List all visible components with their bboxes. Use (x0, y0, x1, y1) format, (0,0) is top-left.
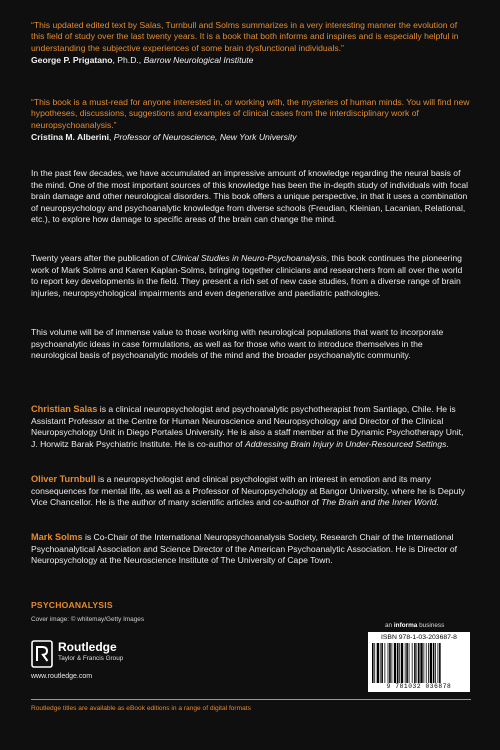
publisher-name: Routledge (58, 640, 117, 654)
barcode-bar (412, 643, 413, 683)
barcode-bar (423, 643, 424, 683)
isbn-barcode (368, 632, 470, 692)
quote-credentials: , Ph.D., (112, 55, 144, 66)
informa-business-label (385, 622, 444, 629)
bio-book-title: The Brain and the Inner World (321, 497, 437, 508)
author-bio (31, 404, 471, 450)
bio-text: is Co-Chair of the International Neuropsychoanalysis Society, Research Chair of the International Psychoanalytical Association and Science Director of the American Psychoanalytic Association. He is Director of Neuropsychology at the Neuroscience Institute of The University of Cape Town. (31, 532, 458, 566)
barcode-bar (399, 643, 400, 683)
barcode-bar (401, 643, 403, 683)
informa-brand: informa (393, 622, 418, 629)
bio-book-title: Addressing Brain Injury in Under-Resourced Settings (244, 438, 447, 449)
barcode-bar (374, 643, 375, 683)
description-paragraph (31, 253, 471, 299)
bio-name: Oliver Turnbull (31, 474, 96, 484)
bio-text: . (446, 438, 449, 449)
description-paragraph: This volume will be of immense value to those working with neurological populations that want to incorporate psychoanalytic ideas in case formulations, as well as for those who want to introduce themselves in the neurological basis of psychoanalytic models of the mind and the broader psychoanalytic community. (31, 327, 444, 361)
barcode-bar (416, 643, 417, 683)
bio-text: is a clinical neuropsychologist and psychoanalytic psychotherapist from Santiago, Chile. He is Assistant Professor at the Centre for Human Neuroscience and Neuropsychology and Director of the Clinical Neuropsychology Unit in Diego Portales University. He is also a staff member at the Dynamic Psychotherapy Unit, J. Horwitz Barak Psychiatric Institute. He is co-author of (31, 404, 464, 449)
quote-author: Cristina M. Alberini (31, 132, 109, 143)
description-text: Twenty years after the publication of (31, 253, 171, 263)
bio-name: Christian Salas (31, 404, 98, 414)
publisher-group: Taylor & Francis Group (58, 655, 124, 662)
barcode-bar (428, 643, 429, 683)
quote-text: “This book is a must-read for anyone interested in, or working with, the mysteries of human minds. You will find new hypotheses, discussions, suggestions and examples of clinical cases from the interdisciplinary work of neuropsychoanalysis.” (31, 97, 470, 130)
barcode-bar (418, 643, 420, 683)
routledge-logo-icon (31, 640, 53, 668)
barcode-bar (438, 643, 439, 683)
bio-text: . (436, 497, 439, 508)
barcode-bar (430, 643, 432, 683)
barcode-bar (420, 643, 422, 683)
quote-attribution (31, 132, 471, 143)
subject-category: PSYCHOANALYSIS (31, 600, 113, 610)
author-bio (31, 532, 471, 567)
barcode-bar (426, 643, 427, 683)
barcode-bar (397, 643, 399, 683)
publisher-url[interactable]: www.routledge.com (31, 673, 93, 680)
divider (31, 699, 471, 700)
quote-affiliation: Professor of Neuroscience, New York University (113, 132, 297, 143)
informa-prefix: an (385, 622, 394, 629)
barcode-bar (380, 643, 381, 683)
barcode-bar (406, 643, 408, 683)
quote-author: George P. Prigatano (31, 55, 113, 66)
bio-name: Mark Solms (31, 532, 83, 542)
barcode-bar (405, 643, 406, 683)
barcode-bar (439, 643, 441, 683)
endorsement-quote (31, 97, 471, 144)
barcode-bar (381, 643, 383, 683)
barcode-digits: 9 781032 036878 (386, 683, 452, 690)
endorsement-quote (31, 20, 471, 67)
quote-attribution (31, 55, 471, 66)
cited-book-title: Clinical Studies in Neuro-Psychoanalysis (170, 253, 327, 263)
bio-text: is a neuropsychologist and clinical psychologist with an interest in emotion and its many consequences for mental life, as well as a Professor of Neuropsychology at Bangor University, where he is Deputy Vice Chancellor. He is the author of many scientific articles and co-author of (31, 474, 466, 508)
author-bio (31, 474, 471, 509)
quote-affiliation: Barrow Neurological Institute (143, 55, 254, 66)
barcode-bar (377, 643, 379, 683)
barcode-bar (409, 643, 410, 683)
quote-credentials: , (109, 132, 114, 143)
description-text: , this book continues the pioneering work of Mark Solms and Karen Kaplan-Solms, bringing together clinicians and researchers from all over the world to report key developments in the field. They present a rich set of new case studies, from a diverse range of brain injuries, neuropsychological impairments and even degenerative and paediatric pathologies. (31, 253, 463, 298)
isbn-text: ISBN 978-1-03-203687-8 (381, 634, 457, 641)
barcode-bar (394, 643, 396, 683)
informa-suffix: business (417, 622, 445, 629)
barcode-bar (435, 643, 436, 683)
barcode-bar (372, 643, 374, 683)
barcode-bars (372, 643, 466, 683)
barcode-bar (433, 643, 435, 683)
quote-text: “This updated edited text by Salas, Turnbull and Solms summarizes in a very interesting manner the evolution of this field of study over the last twenty years. It is a book that both informs and inspires and is especially helpful in understanding the subjective experiences of some brain dysfunctional individuals.” (31, 20, 459, 53)
barcode-bar (388, 643, 389, 683)
description-paragraph: In the past few decades, we have accumulated an impressive amount of knowledge regarding the neural basis of the mind. One of the most important sources of this knowledge has been the in-depth study of individuals with focal brain damage and other neurological disorders. This book offers a unique perspective, in that it uses a combination of neuropsychology and psychoanalytic knowledge from diverse schools (Freudian, Kleinian, Lacanian, Relational, etc.), to explore how damage to specific areas of the brain can change the mind. (31, 168, 469, 225)
barcode-bar (414, 643, 416, 683)
cover-image-credit: Cover image: © whitemay/Getty Images (31, 616, 145, 623)
ebook-availability-note: Routledge titles are available as eBook editions in a range of digital formats (31, 705, 251, 712)
barcode-bar (384, 643, 385, 683)
barcode-bar (392, 643, 393, 683)
barcode-bar (389, 643, 391, 683)
